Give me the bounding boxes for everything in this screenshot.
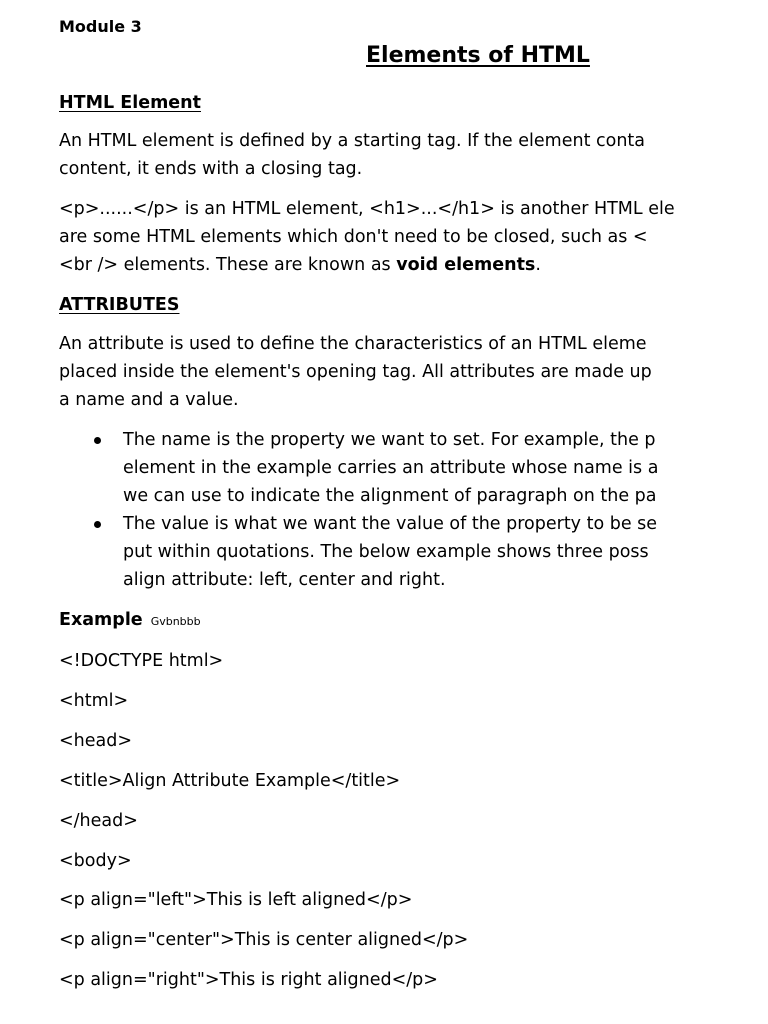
module-label: Module 3: [59, 17, 142, 36]
paragraph-line: a name and a value.: [59, 390, 239, 410]
code-line: <p align="center">This is center aligned</p>: [59, 930, 469, 950]
bullet-line: put within quotations. The below example shows three poss: [123, 542, 649, 562]
paragraph-line: placed inside the element's opening tag. All attributes are made up: [59, 362, 652, 382]
code-line: <html>: [59, 691, 129, 711]
code-line: </head>: [59, 811, 138, 831]
code-line: <p align="left">This is left aligned</p>: [59, 890, 413, 910]
paragraph-line: [59, 254, 541, 276]
section-heading-attributes: ATTRIBUTES: [59, 295, 180, 315]
void-elements-term: void elements: [396, 255, 536, 275]
text-run: <br /> elements. These are known as: [59, 255, 397, 275]
text-run: .: [535, 255, 541, 275]
code-line: <!DOCTYPE html>: [59, 651, 224, 671]
example-label: Example: [59, 610, 143, 630]
bullet-icon: [94, 437, 101, 444]
bullet-icon: [94, 521, 101, 528]
paragraph-line: <p>......</p> is an HTML element, <h1>...</h1> is another HTML ele: [59, 199, 675, 219]
code-line: <title>Align Attribute Example</title>: [59, 771, 401, 791]
bullet-line: align attribute: left, center and right.: [123, 570, 446, 590]
page-title: Elements of HTML: [366, 43, 590, 68]
bullet-line: The value is what we want the value of the property to be se: [123, 514, 658, 534]
paragraph-line: An HTML element is defined by a starting tag. If the element conta: [59, 131, 645, 151]
bullet-line: we can use to indicate the alignment of paragraph on the pa: [123, 486, 657, 506]
code-line: <head>: [59, 731, 133, 751]
code-line: <p align="right">This is right aligned</p>: [59, 970, 438, 990]
paragraph-line: An attribute is used to define the characteristics of an HTML eleme: [59, 334, 647, 354]
bullet-line: element in the example carries an attribute whose name is a: [123, 458, 659, 478]
paragraph-line: content, it ends with a closing tag.: [59, 159, 363, 179]
section-heading-html-element: HTML Element: [59, 93, 201, 113]
bullet-line: The name is the property we want to set. For example, the p: [123, 430, 656, 450]
code-line: <body>: [59, 851, 132, 871]
example-heading: [59, 609, 201, 633]
example-note: Gvbnbbb: [150, 615, 201, 628]
paragraph-line: are some HTML elements which don't need to be closed, such as <: [59, 227, 648, 247]
